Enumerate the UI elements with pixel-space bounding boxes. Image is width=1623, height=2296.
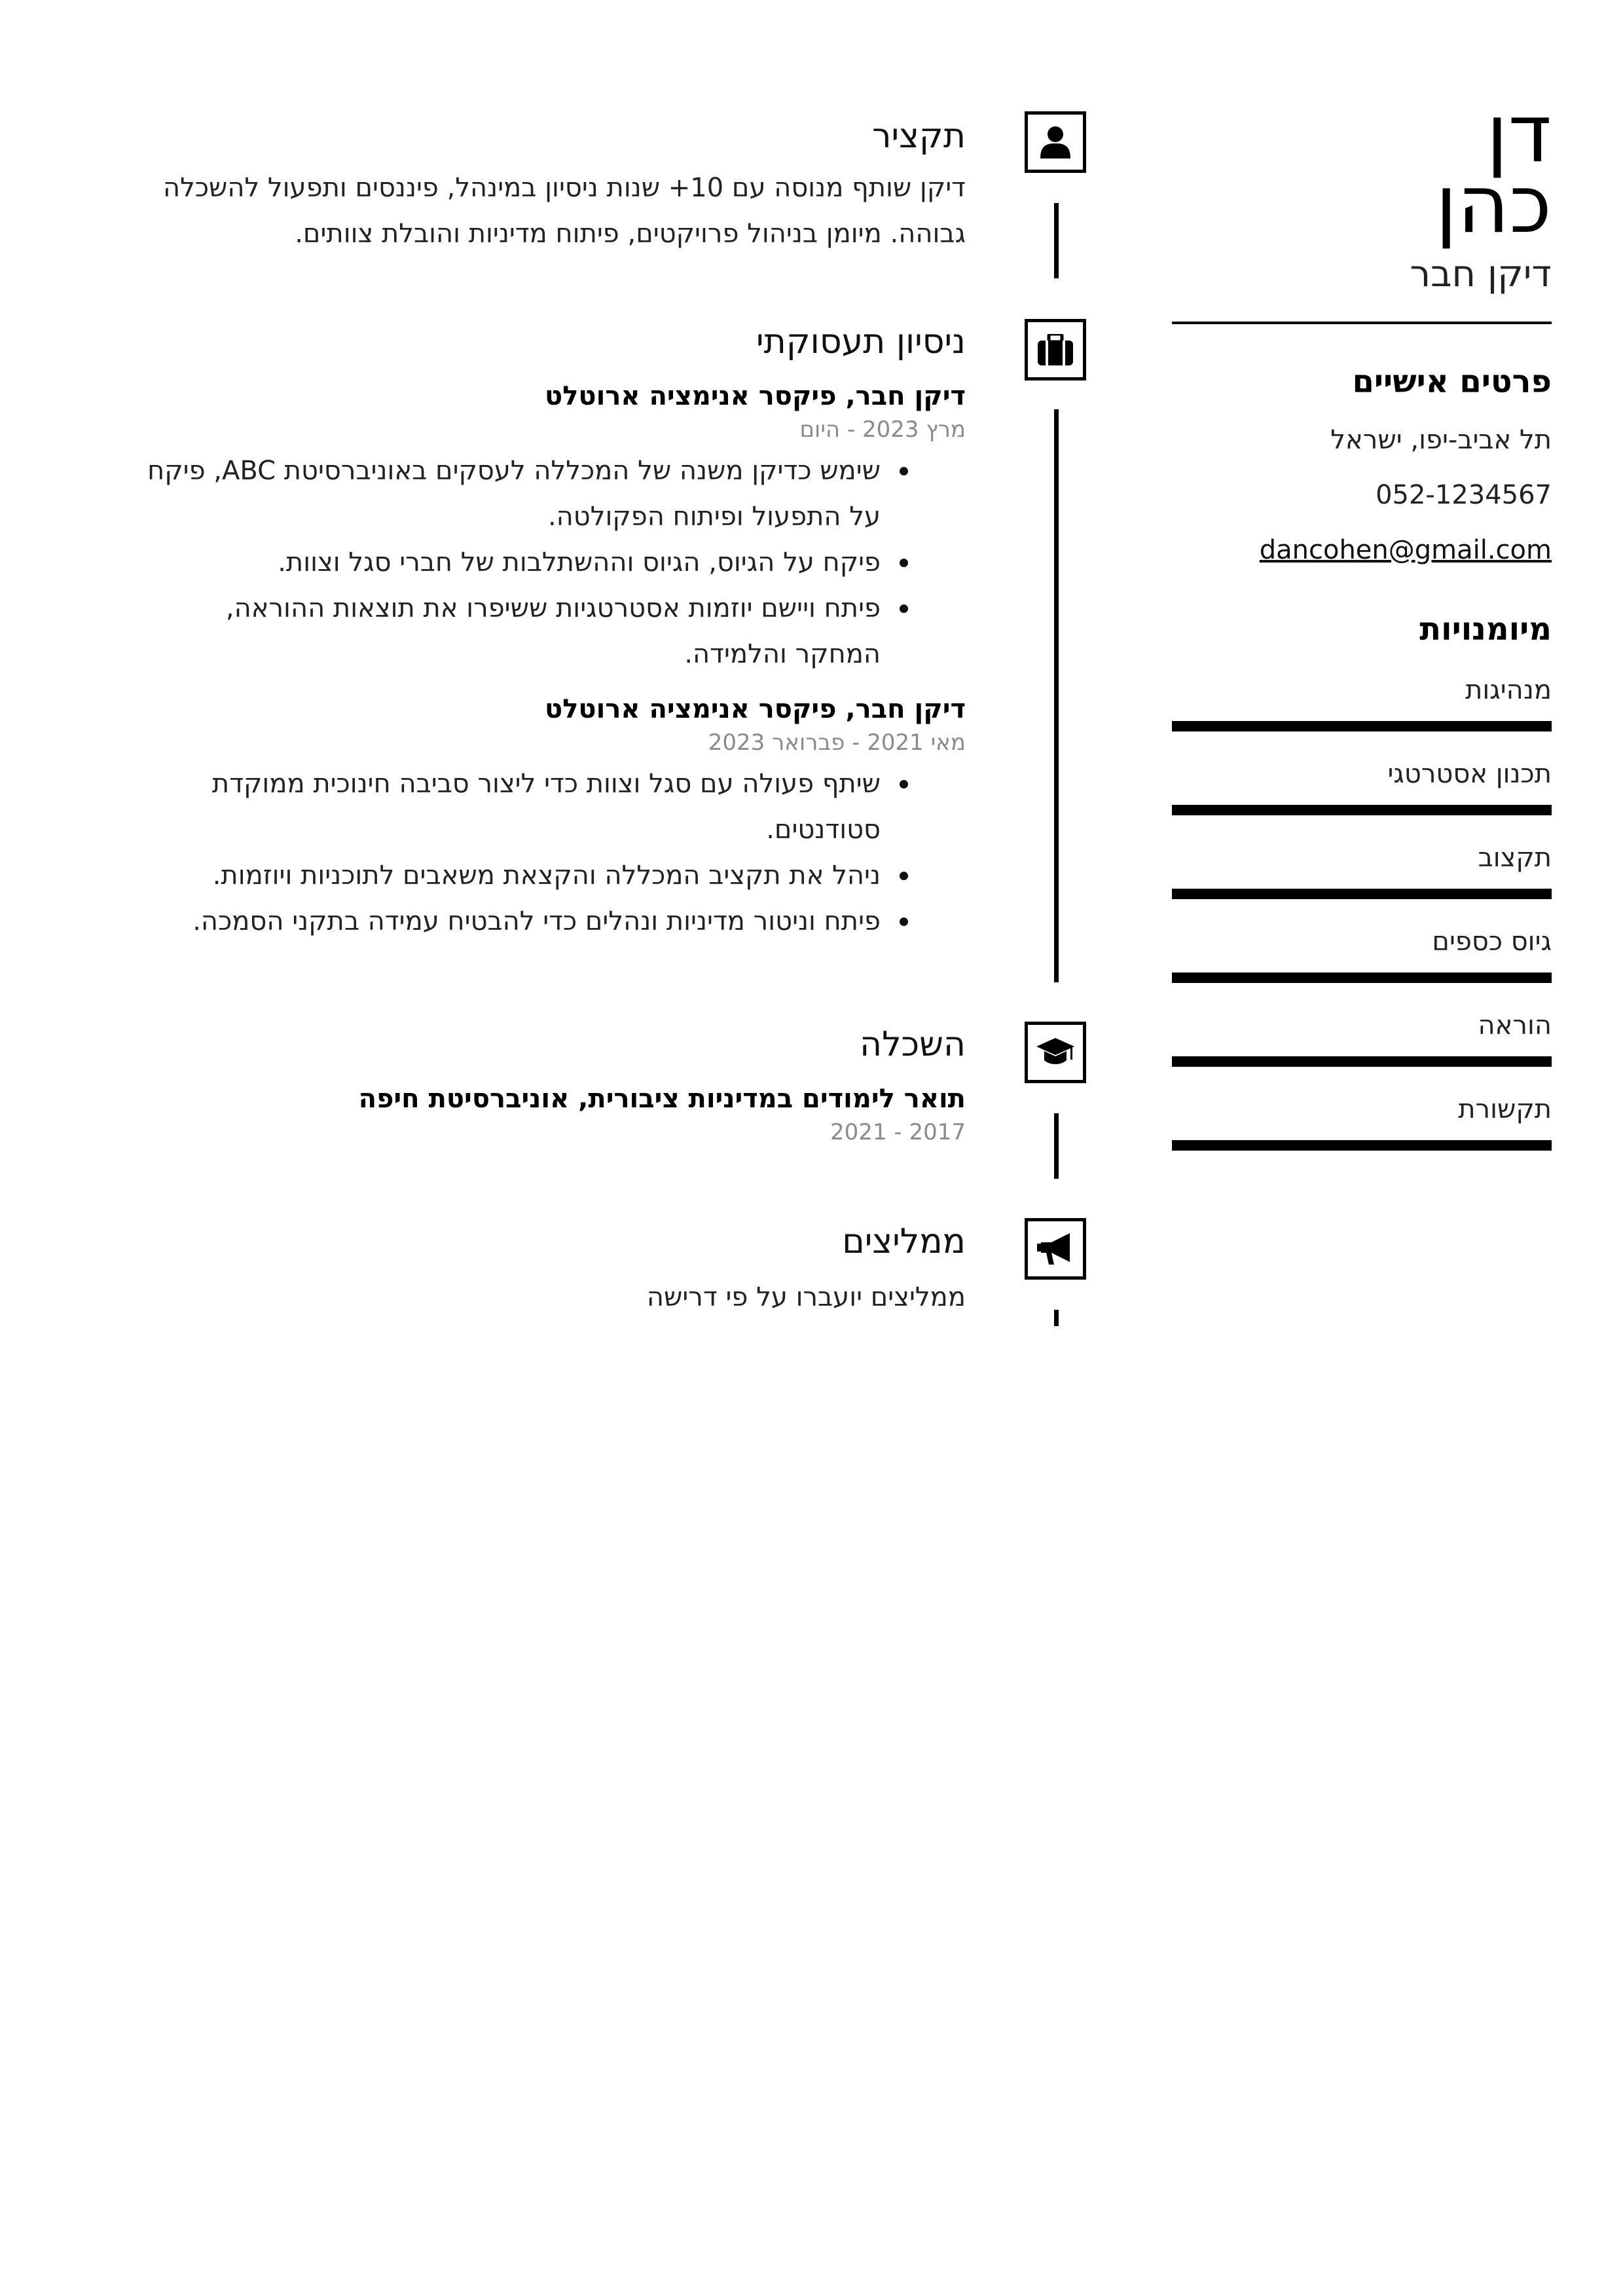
summary-section xyxy=(137,117,966,257)
last-name: כהן xyxy=(1435,158,1552,251)
job-bullets xyxy=(137,761,966,944)
degree: תואר לימודים במדיניות ציבורית, אוניברסיטת חיפה xyxy=(358,1084,966,1114)
email-link[interactable]: dancohen@gmail.com xyxy=(1259,535,1552,565)
skill-item xyxy=(1172,759,1552,815)
summary-title: תקציר xyxy=(872,117,966,156)
job-title: דיקן חבר, פיקסר אנימציה ארוטלט xyxy=(545,381,966,411)
timeline-segment xyxy=(1054,1310,1059,1326)
timeline-segment xyxy=(1054,409,1059,982)
personal-details-heading: פרטים אישיים xyxy=(1352,363,1552,400)
timeline-segment xyxy=(1054,1113,1059,1179)
skill-label: תקצוב xyxy=(1478,843,1552,873)
experience-title: ניסיון תעסוקתי xyxy=(756,322,966,361)
skill-level-fill xyxy=(1172,805,1552,815)
list-item: שיתף פעולה עם סגל וצוות כדי ליצור סביבה חינוכית ממוקדת סטודנטים. xyxy=(137,761,881,853)
skill-level-bar xyxy=(1172,721,1552,731)
location: תל אביב-יפו, ישראל xyxy=(1330,425,1552,455)
job-bullets xyxy=(137,448,966,677)
sidebar xyxy=(1172,87,1552,1151)
references-title: ממליצים xyxy=(842,1222,966,1261)
list-item: פיקח על הגיוס, הגיוס וההשתלבות של חברי סגל וצוות. xyxy=(137,540,881,585)
skill-level-fill xyxy=(1172,721,1552,731)
list-item: ניהל את תקציב המכללה והקצאת משאבים לתוכניות ויוזמות. xyxy=(137,853,881,898)
experience-section xyxy=(137,322,966,944)
sidebar-divider xyxy=(1172,322,1552,324)
skill-level-fill xyxy=(1172,1056,1552,1067)
job-title: דיקן חבר xyxy=(1410,253,1552,295)
skill-level-bar xyxy=(1172,805,1552,815)
skill-label: תכנון אסטרטגי xyxy=(1387,759,1552,789)
list-item: פיתח וניטור מדיניות ונהלים כדי להבטיח עמידה בתקני הסמכה. xyxy=(137,898,881,944)
skill-level-bar xyxy=(1172,972,1552,983)
phone: 052-1234567 xyxy=(1376,480,1552,510)
skill-label: גיוס כספים xyxy=(1432,927,1552,957)
skill-label: הוראה xyxy=(1478,1010,1552,1041)
job-dates: מאי 2021 - פברואר 2023 xyxy=(708,730,966,756)
list-item: פיתח ויישם יוזמות אסטרטגיות ששיפרו את תוצאות ההוראה, המחקר והלמידה. xyxy=(137,585,881,677)
skills-heading: מיומנויות xyxy=(1419,611,1552,648)
megaphone-icon xyxy=(1025,1218,1086,1280)
skill-level-bar xyxy=(1172,889,1552,899)
skills-list xyxy=(1172,675,1552,1151)
education-section xyxy=(137,1025,966,1145)
references-section xyxy=(137,1222,966,1320)
skill-level-bar xyxy=(1172,1140,1552,1151)
skill-level-fill xyxy=(1172,972,1552,983)
briefcase-icon xyxy=(1025,319,1086,380)
education-title: השכלה xyxy=(860,1025,966,1064)
skill-item xyxy=(1172,675,1552,731)
skill-item xyxy=(1172,843,1552,899)
skill-item xyxy=(1172,1010,1552,1067)
references-text: ממליצים יועברו על פי דרישה xyxy=(646,1282,966,1312)
user-icon xyxy=(1025,111,1086,173)
list-item: שימש כדיקן משנה של המכללה לעסקים באוניברסיטת ABC, פיקח על התפעול ופיתוח הפקולטה. xyxy=(137,448,881,540)
job-entry xyxy=(137,381,966,677)
timeline-segment xyxy=(1054,203,1059,278)
job-entry xyxy=(137,694,966,944)
skill-level-fill xyxy=(1172,889,1552,899)
skill-level-bar xyxy=(1172,1056,1552,1067)
summary-text: דיקן שותף מנוסה עם 10+ שנות ניסיון במינהל, פיננסים ותפעול להשכלה גבוהה. מיומן בניהול פרויקטים, פיתוח מדיניות והובלת צוותים. xyxy=(162,173,966,249)
first-name: דן xyxy=(1486,87,1552,180)
skill-label: מנהיגות xyxy=(1465,675,1552,705)
job-dates: מרץ 2023 - היום xyxy=(799,417,966,443)
skill-item xyxy=(1172,1094,1552,1151)
skill-label: תקשורת xyxy=(1458,1094,1552,1124)
education-dates: 2017 - 2021 xyxy=(830,1119,966,1145)
skill-level-fill xyxy=(1172,1140,1552,1151)
skill-item xyxy=(1172,927,1552,983)
job-title: דיקן חבר, פיקסר אנימציה ארוטלט xyxy=(545,694,966,724)
graduation-cap-icon xyxy=(1025,1022,1086,1083)
